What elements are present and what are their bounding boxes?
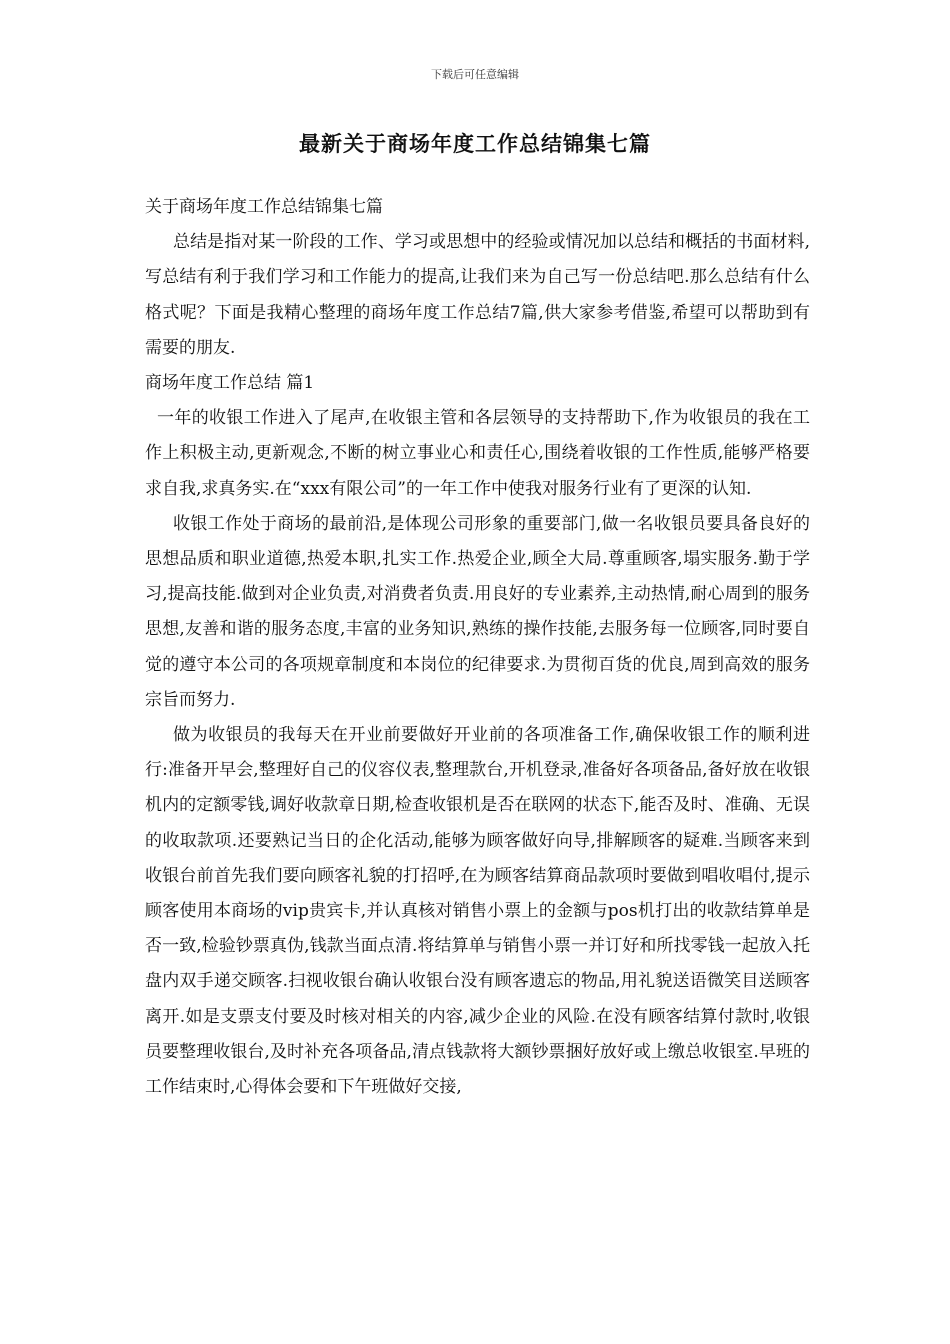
body-paragraph: 做为收银员的我每天在开业前要做好开业前的各项准备工作,确保收银工作的顺利进行:准备开早会,整理好自己的仪容仪表,整理款台,开机登录,准备好各项备品,备好放在收银机内的定额零钱,调好收款章日期,检查收银机是否在联网的状态下,能否及时、准确、无误的收取款项.还要熟记当日的企化活动,能够为顾客做好向导,排解顾客的疑难.当顾客来到收银台前首先我们要向顾客礼貌的打招呼,在为顾客结算商品款项时要做到唱收唱付,提示顾客使用本商场的vip贵宾卡,并认真核对销售小票上的金额与pos机打出的收款结算单是否一致,检验钞票真伪,钱款当面点清.将结算单与销售小票一并订好和所找零钱一起放入托盘内双手递交顾客.扫视收银台确认收银台没有顾客遗忘的物品,用礼貌送语微笑目送顾客离开.如是支票支付要及时核对相关的内容,减少企业的风险.在没有顾客结算付款时,收银员要整理收银台,及时补充各项备品,清点钱款将大额钞票捆好放好或上缴总收银室.早班的工作结束时,心得体会要和下午班做好交接, [145, 725, 810, 1098]
body-paragraph: 一年的收银工作进入了尾声,在收银主管和各层领导的支持帮助下,作为收银员的我在工作上积极主动,更新观念,不断的树立事业心和责任心,围绕着收银的工作性质,能够严格要求自我,求真务实.在“xxx有限公司”的一年工作中使我对服务行业有了更深的认知. [145, 408, 810, 499]
document-body [145, 190, 810, 1105]
body-paragraph: 收银工作处于商场的最前沿,是体现公司形象的重要部门,做一名收银员要具备良好的思想品质和职业道德,热爱本职,扎实工作.热爱企业,顾全大局.尊重顾客,塌实服务.勤于学习,提高技能.做到对企业负责,对消费者负责.用良好的专业素养,主动热情,耐心周到的服务思想,友善和谐的服务态度,丰富的业务知识,熟练的操作技能,去服务每一位顾客,同时要自觉的遵守本公司的各项规章制度和本岗位的纪律要求.为贯彻百货的优良,周到高效的服务宗旨而努力. [145, 513, 810, 710]
document-subtitle: 关于商场年度工作总结锦集七篇 [145, 197, 383, 217]
document-title: 最新关于商场年度工作总结锦集七篇 [299, 131, 651, 156]
section-heading: 商场年度工作总结 篇1 [145, 373, 315, 394]
header-note: 下载后可任意编辑 [431, 68, 519, 81]
intro-paragraph: 总结是指对某一阶段的工作、学习或思想中的经验或情况加以总结和概括的书面材料,写总结有利于我们学习和工作能力的提高,让我们来为自己写一份总结吧.那么总结有什么格式呢？下面是我精心整理的商场年度工作总结7篇,供大家参考借鉴,希望可以帮助到有需要的朋友. [145, 232, 810, 358]
